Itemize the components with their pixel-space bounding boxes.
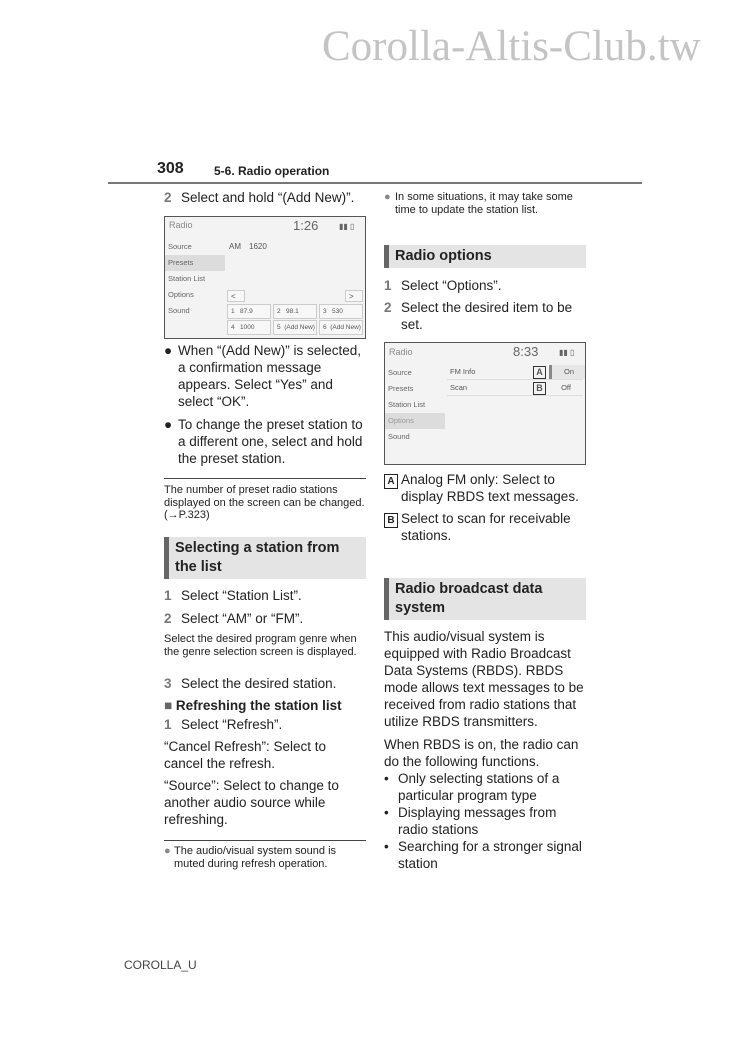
preset-index: 1 <box>231 308 235 315</box>
callout-b: B <box>533 382 546 395</box>
rbds-functions-list <box>384 770 588 872</box>
preset-5[interactable] <box>273 320 317 335</box>
prev-button[interactable]: < <box>227 290 245 302</box>
preset-value: 530 <box>332 308 343 315</box>
step-1-options <box>384 277 588 294</box>
step-2-am-fm <box>164 610 368 627</box>
step-text: Select “Options”. <box>401 278 502 293</box>
step-number: 1 <box>384 278 392 293</box>
side-item-station-list[interactable]: Station List <box>388 400 426 409</box>
bullet-dot: ● <box>164 417 173 432</box>
option-label: Scan <box>450 383 468 392</box>
side-item-options[interactable]: Options <box>168 290 194 299</box>
side-item-source[interactable]: Source <box>388 368 412 377</box>
option-value: On <box>549 365 586 379</box>
note-rule <box>164 840 366 841</box>
step-text: Select and hold “(Add New)”. <box>181 190 355 205</box>
step-number: 3 <box>164 676 172 691</box>
preset-1[interactable] <box>227 304 271 319</box>
side-item-source[interactable]: Source <box>168 242 192 251</box>
step-1-refresh <box>164 716 368 733</box>
step-text: Select “Refresh”. <box>181 717 283 732</box>
band-label: AM <box>229 242 241 251</box>
bullet-dot: ● <box>164 845 171 857</box>
list-steps <box>164 587 368 627</box>
list-item <box>384 770 588 804</box>
callout-desc-a <box>384 471 588 505</box>
callout-a: A <box>533 366 546 379</box>
callout-tag: A <box>384 474 398 489</box>
side-item-station-list[interactable]: Station List <box>168 274 206 283</box>
refresh-heading-text: Refreshing the station list <box>175 698 342 713</box>
step-text: Select “AM” or “FM”. <box>181 611 304 626</box>
options-steps <box>384 277 588 333</box>
preset-value: 87.9 <box>240 308 253 315</box>
preset-index: 5 <box>277 324 281 331</box>
frequency-label: 1620 <box>249 242 267 251</box>
bullet-text: To change the preset station to a different one, select and hold the preset station. <box>178 417 363 466</box>
list-item <box>384 804 588 838</box>
bullet-dot: ● <box>164 343 173 358</box>
bullet-dot: ● <box>384 191 391 203</box>
signal-icon: ▮▮ ▯ <box>339 222 355 231</box>
add-new-bullets <box>164 342 368 467</box>
step-number: 1 <box>164 717 172 732</box>
screen-time: 8:33 <box>513 344 539 359</box>
step-number: 1 <box>164 588 172 603</box>
side-item-presets[interactable]: Presets <box>388 384 414 393</box>
muted-note-text: The audio/visual system sound is muted during refresh operation. <box>174 845 337 870</box>
step-2-desired-item <box>384 299 588 333</box>
heading-radio-options: Radio options <box>384 245 586 268</box>
preset-value: 1000 <box>240 324 255 331</box>
update-note <box>384 191 588 216</box>
signal-icon: ▮▮ ▯ <box>559 348 575 357</box>
preset-index: 4 <box>231 324 235 331</box>
step-number: 2 <box>164 611 172 626</box>
cancel-refresh-text: “Cancel Refresh”: Select to cancel the refresh. <box>164 739 327 771</box>
preset-value: (Add New) <box>284 324 315 331</box>
heading-selecting-station: Selecting a station from the list <box>164 537 366 579</box>
step-2-add-new <box>164 189 368 206</box>
step-3-select-station <box>164 675 368 692</box>
option-label: FM Info <box>450 367 476 376</box>
next-button[interactable]: > <box>345 290 363 302</box>
screen-title: Radio <box>169 220 193 230</box>
heading-rbds: Radio broadcast data system <box>384 578 586 620</box>
preset-value: 98.1 <box>286 308 299 315</box>
note-rule <box>164 478 366 479</box>
list-item-text: Only selecting stations of a particular program type <box>398 771 560 803</box>
preset-index: 3 <box>323 308 327 315</box>
option-value: Off <box>561 383 571 392</box>
preset-index: 6 <box>323 324 327 331</box>
rbds-on-text: When RBDS is on, the radio can do the following functions. <box>384 737 579 769</box>
preset-2[interactable] <box>273 304 317 319</box>
preset-6[interactable] <box>319 320 363 335</box>
step-text: Select the desired station. <box>181 676 337 691</box>
side-item-presets[interactable]: Presets <box>165 255 225 271</box>
list-item <box>384 838 588 872</box>
footer-code: COROLLA_U <box>124 958 197 972</box>
muted-note <box>164 845 368 870</box>
callout-text: Analog FM only: Select to display RBDS text messages. <box>401 472 579 504</box>
list-item-text: Displaying messages from radio stations <box>398 805 557 837</box>
bullet-item <box>164 342 368 410</box>
step-number: 2 <box>164 190 172 205</box>
option-row-scan[interactable] <box>447 381 583 396</box>
screen-title: Radio <box>389 347 413 357</box>
header-rule <box>108 182 642 184</box>
step-text: Select “Station List”. <box>181 588 302 603</box>
refresh-heading <box>164 697 368 714</box>
callout-text: Select to scan for receivable stations. <box>401 511 571 543</box>
step-text: Select the desired item to be set. <box>401 300 573 332</box>
bullet-dot: • <box>384 839 389 854</box>
rbds-intro: This audio/visual system is equipped with Radio Broadcast Data Systems (RBDS). RBDS mode allows text messages to be received from radio stations that utilize RBDS transmitters. <box>384 629 584 729</box>
bullet-item <box>164 416 368 467</box>
preset-3[interactable] <box>319 304 363 319</box>
page-number: 308 <box>157 160 184 177</box>
screen-sidebar <box>385 365 445 445</box>
preset-count-note: The number of preset radio stations displayed on the screen can be changed. (→P.323) <box>164 484 365 521</box>
bullet-dot: • <box>384 805 389 820</box>
genre-note: Select the desired program genre when the genre selection screen is displayed. <box>164 633 357 658</box>
radio-options-screen <box>384 342 586 465</box>
watermark: Corolla-Altis-Club.tw <box>322 23 701 70</box>
side-item-sound[interactable]: Sound <box>388 432 410 441</box>
section-title: 5-6. Radio operation <box>214 164 330 178</box>
side-item-options[interactable]: Options <box>385 413 445 429</box>
callout-tag: B <box>384 513 398 528</box>
bullet-dot: • <box>384 771 389 786</box>
callout-descriptions <box>384 471 588 544</box>
step-number: 2 <box>384 300 392 315</box>
step-1-station-list <box>164 587 368 604</box>
radio-presets-screen <box>164 216 366 339</box>
screen-time: 1:26 <box>293 218 319 233</box>
callout-desc-b <box>384 510 588 544</box>
list-item-text: Searching for a stronger signal station <box>398 839 582 871</box>
preset-value: (Add New) <box>330 324 361 331</box>
source-text: “Source”: Select to change to another audio source while refreshing. <box>164 778 339 827</box>
option-row-fm-info[interactable] <box>447 365 583 380</box>
bullet-text: When “(Add New)” is selected, a confirmation message appears. Select “Yes” and select “OK”. <box>178 343 362 409</box>
side-item-sound[interactable]: Sound <box>168 306 190 315</box>
update-note-text: In some situations, it may take some time to update the station list. <box>395 191 573 216</box>
screen-sidebar <box>165 239 225 319</box>
square-icon: ■ <box>164 698 176 713</box>
preset-index: 2 <box>277 308 281 315</box>
preset-4[interactable] <box>227 320 271 335</box>
